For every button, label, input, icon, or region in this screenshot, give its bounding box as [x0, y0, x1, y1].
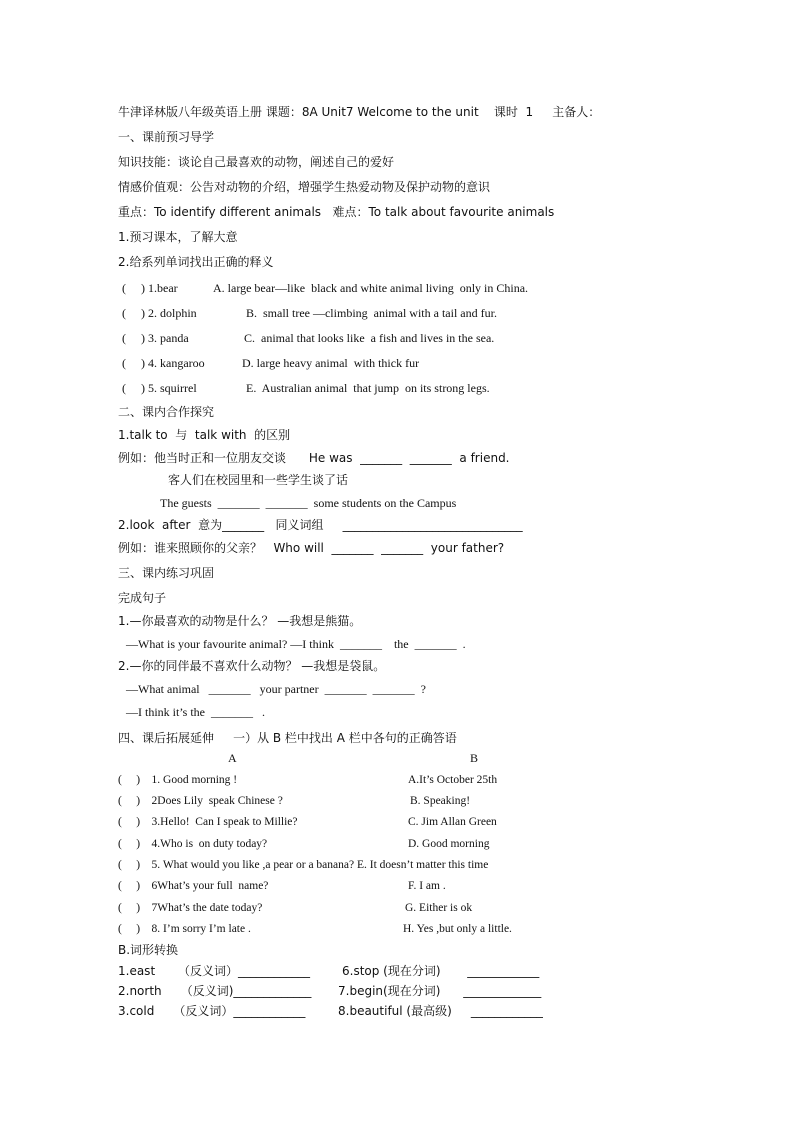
s3-q1-cn: 1.—你最喜欢的动物是什么？ —我想是熊猫。	[118, 614, 362, 628]
section-3-title: 三、课内练习巩固	[118, 566, 215, 580]
match-question: ( ) 8. I’m sorry I’m late .	[118, 923, 251, 935]
word-form-right: 7.begin(现在分词) _____________	[338, 984, 542, 998]
header-line: 牛津译林版八年级英语上册 课题：8A Unit7 Welcome to the unit 课时 1 主备人：	[118, 105, 601, 119]
word-form-left: 3.cold （反义词）____________	[118, 1004, 306, 1018]
section-b-title: B.词形转换	[118, 943, 179, 957]
match-answer: H. Yes ,but only a little.	[403, 923, 512, 935]
s3-q1-en: —What is your favourite animal? —I think _______ the _______ .	[126, 637, 466, 651]
preview-step-1: 1.预习课本，了解大意	[118, 230, 238, 244]
word-form-right: 6.stop (现在分词) ____________	[342, 964, 540, 978]
match-answer: G. Either is ok	[405, 902, 473, 914]
column-a-label: A	[228, 751, 237, 765]
match-answer: B. Speaking!	[410, 795, 471, 807]
vocab-item-left: ( ) 4. kangaroo	[122, 356, 205, 370]
s3-q2-cn: 2.—你的同伴最不喜欢什么动物？ —我想是袋鼠。	[118, 659, 386, 673]
match-answer: A.It’s October 25th	[408, 774, 498, 786]
vocab-item-left: ( ) 2. dolphin	[122, 306, 197, 320]
vocab-item-right: C. animal that looks like a fish and lives in the sea.	[244, 331, 495, 345]
section-2-title: 二、课内合作探究	[118, 405, 215, 419]
match-answer: F. I am .	[408, 880, 446, 892]
vocab-item-right: D. large heavy animal with thick fur	[242, 356, 420, 370]
match-answer: D. Good morning	[408, 838, 490, 850]
section-1-title: 一、课前预习导学	[118, 130, 215, 144]
knowledge-skills: 知识技能：谈论自己最喜欢的动物，阐述自己的爱好	[118, 155, 395, 169]
match-question: ( ) 7What’s the date today?	[118, 902, 263, 914]
vocab-item-left: ( ) 5. squirrel	[122, 381, 197, 395]
s2-line-1: 1.talk to 与 talk with 的区别	[118, 428, 291, 442]
match-question: ( ) 5. What would you like ,a pear or a banana? E. It doesn’t matter this time	[118, 859, 489, 871]
vocab-item-left: ( ) 3. panda	[122, 331, 189, 345]
vocab-item-right: E. Australian animal that jump on its strong legs.	[246, 381, 490, 395]
match-question: ( ) 3.Hello! Can I speak to Millie?	[118, 816, 298, 828]
preview-step-2: 2.给系列单词找出正确的释义	[118, 255, 274, 269]
match-question: ( ) 1. Good morning !	[118, 774, 238, 786]
word-form-right: 8.beautiful (最高级) ____________	[338, 1004, 543, 1018]
s3-q2-en: —What animal _______ your partner _______ _______ ?	[126, 682, 426, 696]
match-question: ( ) 4.Who is on duty today?	[118, 838, 268, 850]
s3-subtitle: 完成句子	[118, 591, 167, 605]
s2-line-6: 例如：谁来照顾你的父亲？ Who will _______ _______ your father?	[118, 541, 505, 555]
s2-line-5: 2.look after 意为_______ 同义词组 ______________________________	[118, 518, 523, 532]
word-form-left: 1.east （反义词）____________	[118, 964, 311, 978]
emotion-values: 情感价值观：公告对动物的介绍，增强学生热爱动物及保护动物的意识	[118, 180, 491, 194]
s2-line-4: The guests _______ _______ some students on the Campus	[160, 496, 457, 510]
match-question: ( ) 6What’s your full name?	[118, 880, 269, 892]
vocab-item-right: A. large bear—like black and white animal living only in China.	[213, 281, 529, 295]
s2-line-2: 例如：他当时正和一位朋友交谈 He was _______ _______ a friend.	[118, 451, 510, 465]
vocab-item-right: B. small tree —climbing animal with a tail and fur.	[246, 306, 497, 320]
match-answer: C. Jim Allan Green	[408, 816, 497, 828]
s2-line-3: 客人们在校园里和一些学生谈了话	[168, 473, 349, 487]
key-points: 重点：To identify different animals 难点：To talk about favourite animals	[118, 205, 555, 219]
section-4-title: 四、课后拓展延伸 一）从 B 栏中找出 A 栏中各句的正确答语	[118, 731, 457, 745]
word-form-left: 2.north （反义词)_____________	[118, 984, 312, 998]
match-question: ( ) 2Does Lily speak Chinese ?	[118, 795, 283, 807]
column-b-label: B	[470, 751, 479, 765]
vocab-item-left: ( ) 1.bear	[122, 281, 178, 295]
s3-q2-en-2: —I think it’s the _______ .	[126, 705, 265, 719]
